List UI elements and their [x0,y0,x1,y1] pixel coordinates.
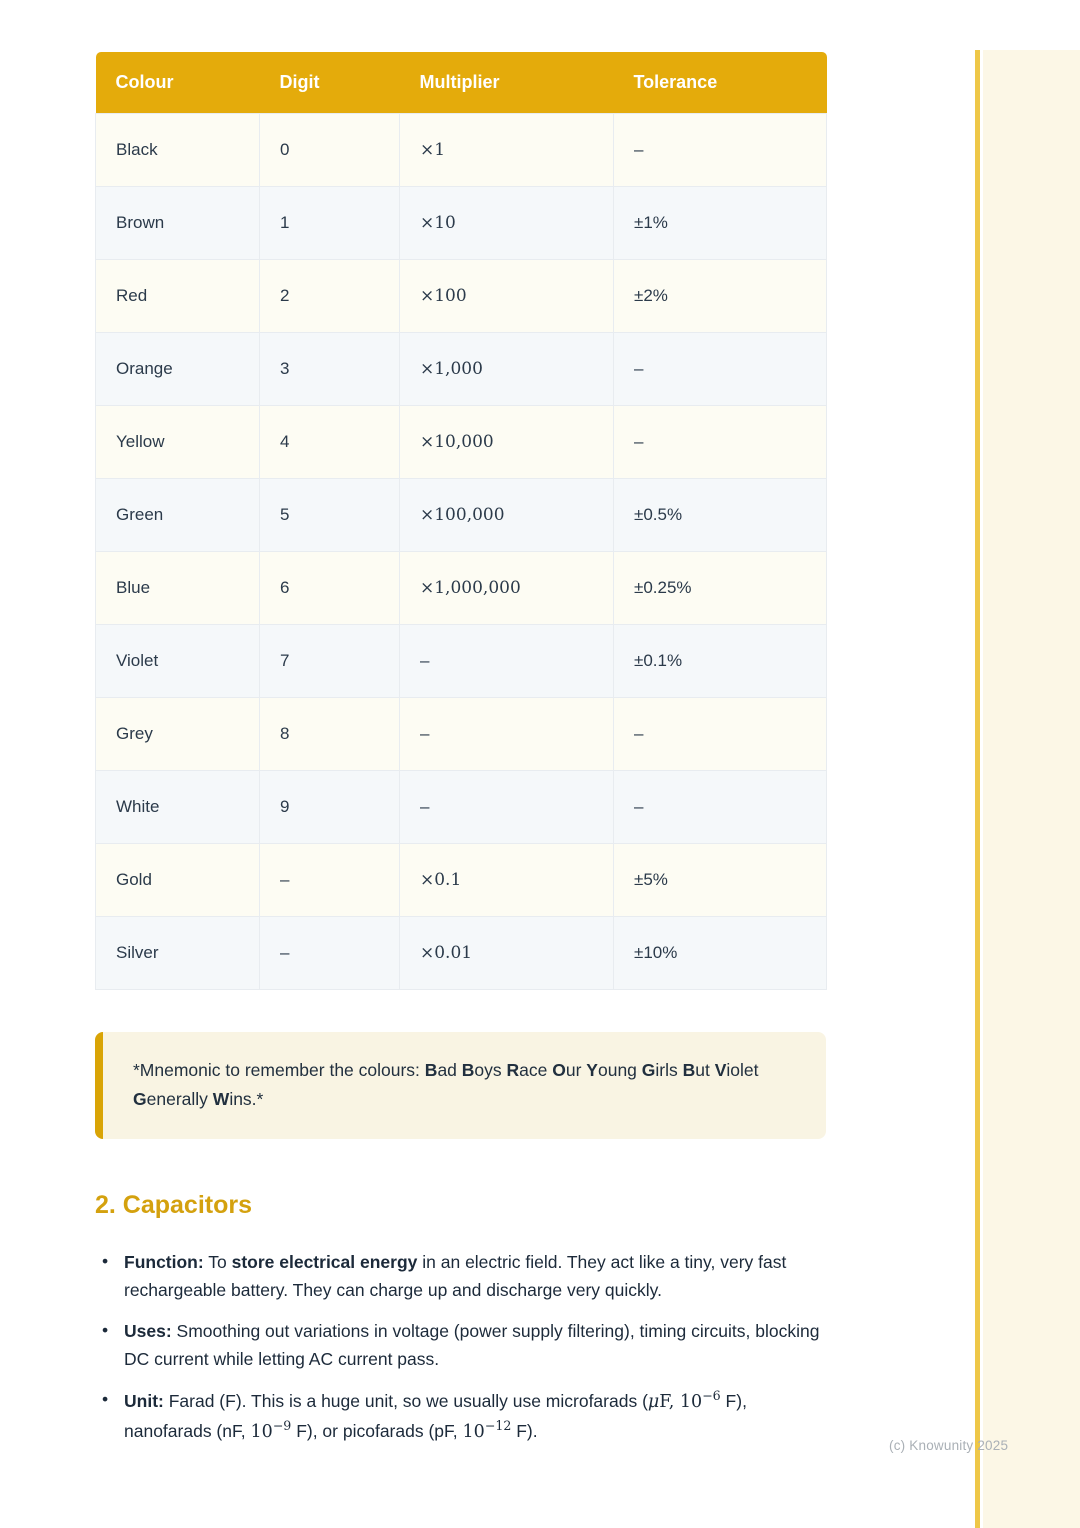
document-page [95,52,826,1458]
text-segment: G [133,1089,147,1110]
text-segment: −12 [484,1417,512,1433]
text-segment: irls [655,1060,683,1080]
bullet-item-function [95,1248,826,1304]
text-segment: 10 [462,1421,485,1442]
table-head [96,52,827,114]
text-segment: 10 [250,1421,273,1442]
table-cell: – [400,771,614,844]
text-segment: B [424,1060,438,1080]
table-cell: 2 [260,260,400,333]
text-segment: Unit: [124,1390,164,1411]
table-cell: Violet [96,625,260,698]
text-segment: F), nanofarads (nF, [124,1390,747,1441]
text-segment: Function: [124,1251,204,1272]
column-header: Multiplier [400,52,614,114]
table-cell: – [614,698,827,771]
table-cell: Yellow [96,406,260,479]
text-segment: F). [511,1420,538,1441]
table-cell: ×10 [400,187,614,260]
table-header-row [96,52,827,114]
table-cell: Blue [96,552,260,625]
text-segment: oys [474,1060,507,1080]
table-cell: Orange [96,333,260,406]
table-row [96,625,827,698]
table-cell: – [614,333,827,406]
table-cell: ×0.01 [400,917,614,990]
table-cell: 0 [260,114,400,187]
table-cell: – [400,698,614,771]
capacitors-bullet-list [95,1248,826,1446]
table-row [96,771,827,844]
table-cell: Green [96,479,260,552]
table-row [96,187,827,260]
resistor-colour-code-table [95,52,827,990]
table-cell: 9 [260,771,400,844]
text-segment: −6 [702,1387,721,1403]
text-segment: store electrical energy [231,1251,418,1272]
text-segment: Smoothing out variations in voltage (power supply filtering), timing circuits, blocking DC current while letting AC current pass. [124,1320,820,1369]
column-header: Tolerance [614,52,827,114]
callout-accent-bar [95,1032,103,1139]
table-row [96,479,827,552]
table-cell: ×1 [400,114,614,187]
table-cell: ×100,000 [400,479,614,552]
text-segment: B [461,1060,475,1080]
table-cell: White [96,771,260,844]
table-cell: Gold [96,844,260,917]
table-cell: ×1,000 [400,333,614,406]
table-row [96,333,827,406]
text-segment: iolet [726,1060,759,1080]
bullet-item-unit [95,1386,826,1446]
text-segment: Farad (F). This is a huge unit, so we usually use microfarads ( [163,1390,648,1411]
watermark: (c) Knowunity 2025 [889,1438,1009,1453]
table-cell: 8 [260,698,400,771]
table-body [96,114,827,990]
table-cell: ×1,000,000 [400,552,614,625]
text-segment: F, [659,1391,680,1412]
table-cell: – [260,844,400,917]
table-row [96,844,827,917]
text-segment: G [641,1060,656,1080]
text-segment: B [682,1060,696,1080]
table-cell: Red [96,260,260,333]
table-cell: ±0.5% [614,479,827,552]
text-segment: in an electric field. They act like a tiny, very fast rechargeable battery. They can charge up and discharge very quickly. [124,1251,787,1300]
table-cell: – [260,917,400,990]
text-segment: V [714,1060,727,1080]
table-cell: ×100 [400,260,614,333]
mnemonic-callout [95,1032,826,1139]
table-cell: ±0.25% [614,552,827,625]
text-segment: Y [586,1060,598,1080]
column-header: Colour [96,52,260,114]
table-cell: Grey [96,698,260,771]
text-segment: ur [565,1060,587,1080]
table-cell: ±2% [614,260,827,333]
table-cell: ±0.1% [614,625,827,698]
text-segment: μ [647,1391,660,1412]
table-cell: ±5% [614,844,827,917]
text-segment: ad [437,1060,462,1080]
page-edge-panel [983,50,1080,1528]
text-segment: Uses: [124,1320,172,1341]
table-cell: 7 [260,625,400,698]
section-heading-capacitors: 2. Capacitors [95,1190,253,1219]
mnemonic-text [133,1056,796,1115]
table-cell: Black [96,114,260,187]
table-row [96,114,827,187]
table-cell: ×0.1 [400,844,614,917]
text-segment: oung [597,1060,642,1080]
table-cell: – [614,114,827,187]
bullet-item-uses [95,1317,826,1373]
table-cell: ±10% [614,917,827,990]
table-cell: 5 [260,479,400,552]
table-row [96,917,827,990]
text-segment: ace [519,1060,553,1080]
table-cell: – [400,625,614,698]
table-row [96,552,827,625]
text-segment: enerally [146,1089,213,1110]
text-segment: ut [695,1060,715,1080]
table-cell: – [614,406,827,479]
text-segment: −9 [272,1417,292,1433]
text-segment: *Mnemonic to remember the colours: [133,1060,425,1080]
table-row [96,260,827,333]
table-cell: ±1% [614,187,827,260]
text-segment: O [552,1060,566,1080]
table-row [96,698,827,771]
table-cell: Silver [96,917,260,990]
table-cell: ×10,000 [400,406,614,479]
text-segment: To [203,1251,232,1272]
table-cell: 1 [260,187,400,260]
table-row [96,406,827,479]
text-segment: W [212,1089,230,1110]
table-cell: 3 [260,333,400,406]
page-edge-line [975,50,980,1528]
text-segment: 10 [679,1391,703,1412]
column-header: Digit [260,52,400,114]
table-cell: 4 [260,406,400,479]
table-cell: 6 [260,552,400,625]
table-cell: – [614,771,827,844]
text-segment: ins.* [229,1089,264,1110]
text-segment: R [506,1060,520,1080]
table-cell: Brown [96,187,260,260]
text-segment: F), or picofarads (pF, [291,1420,463,1441]
